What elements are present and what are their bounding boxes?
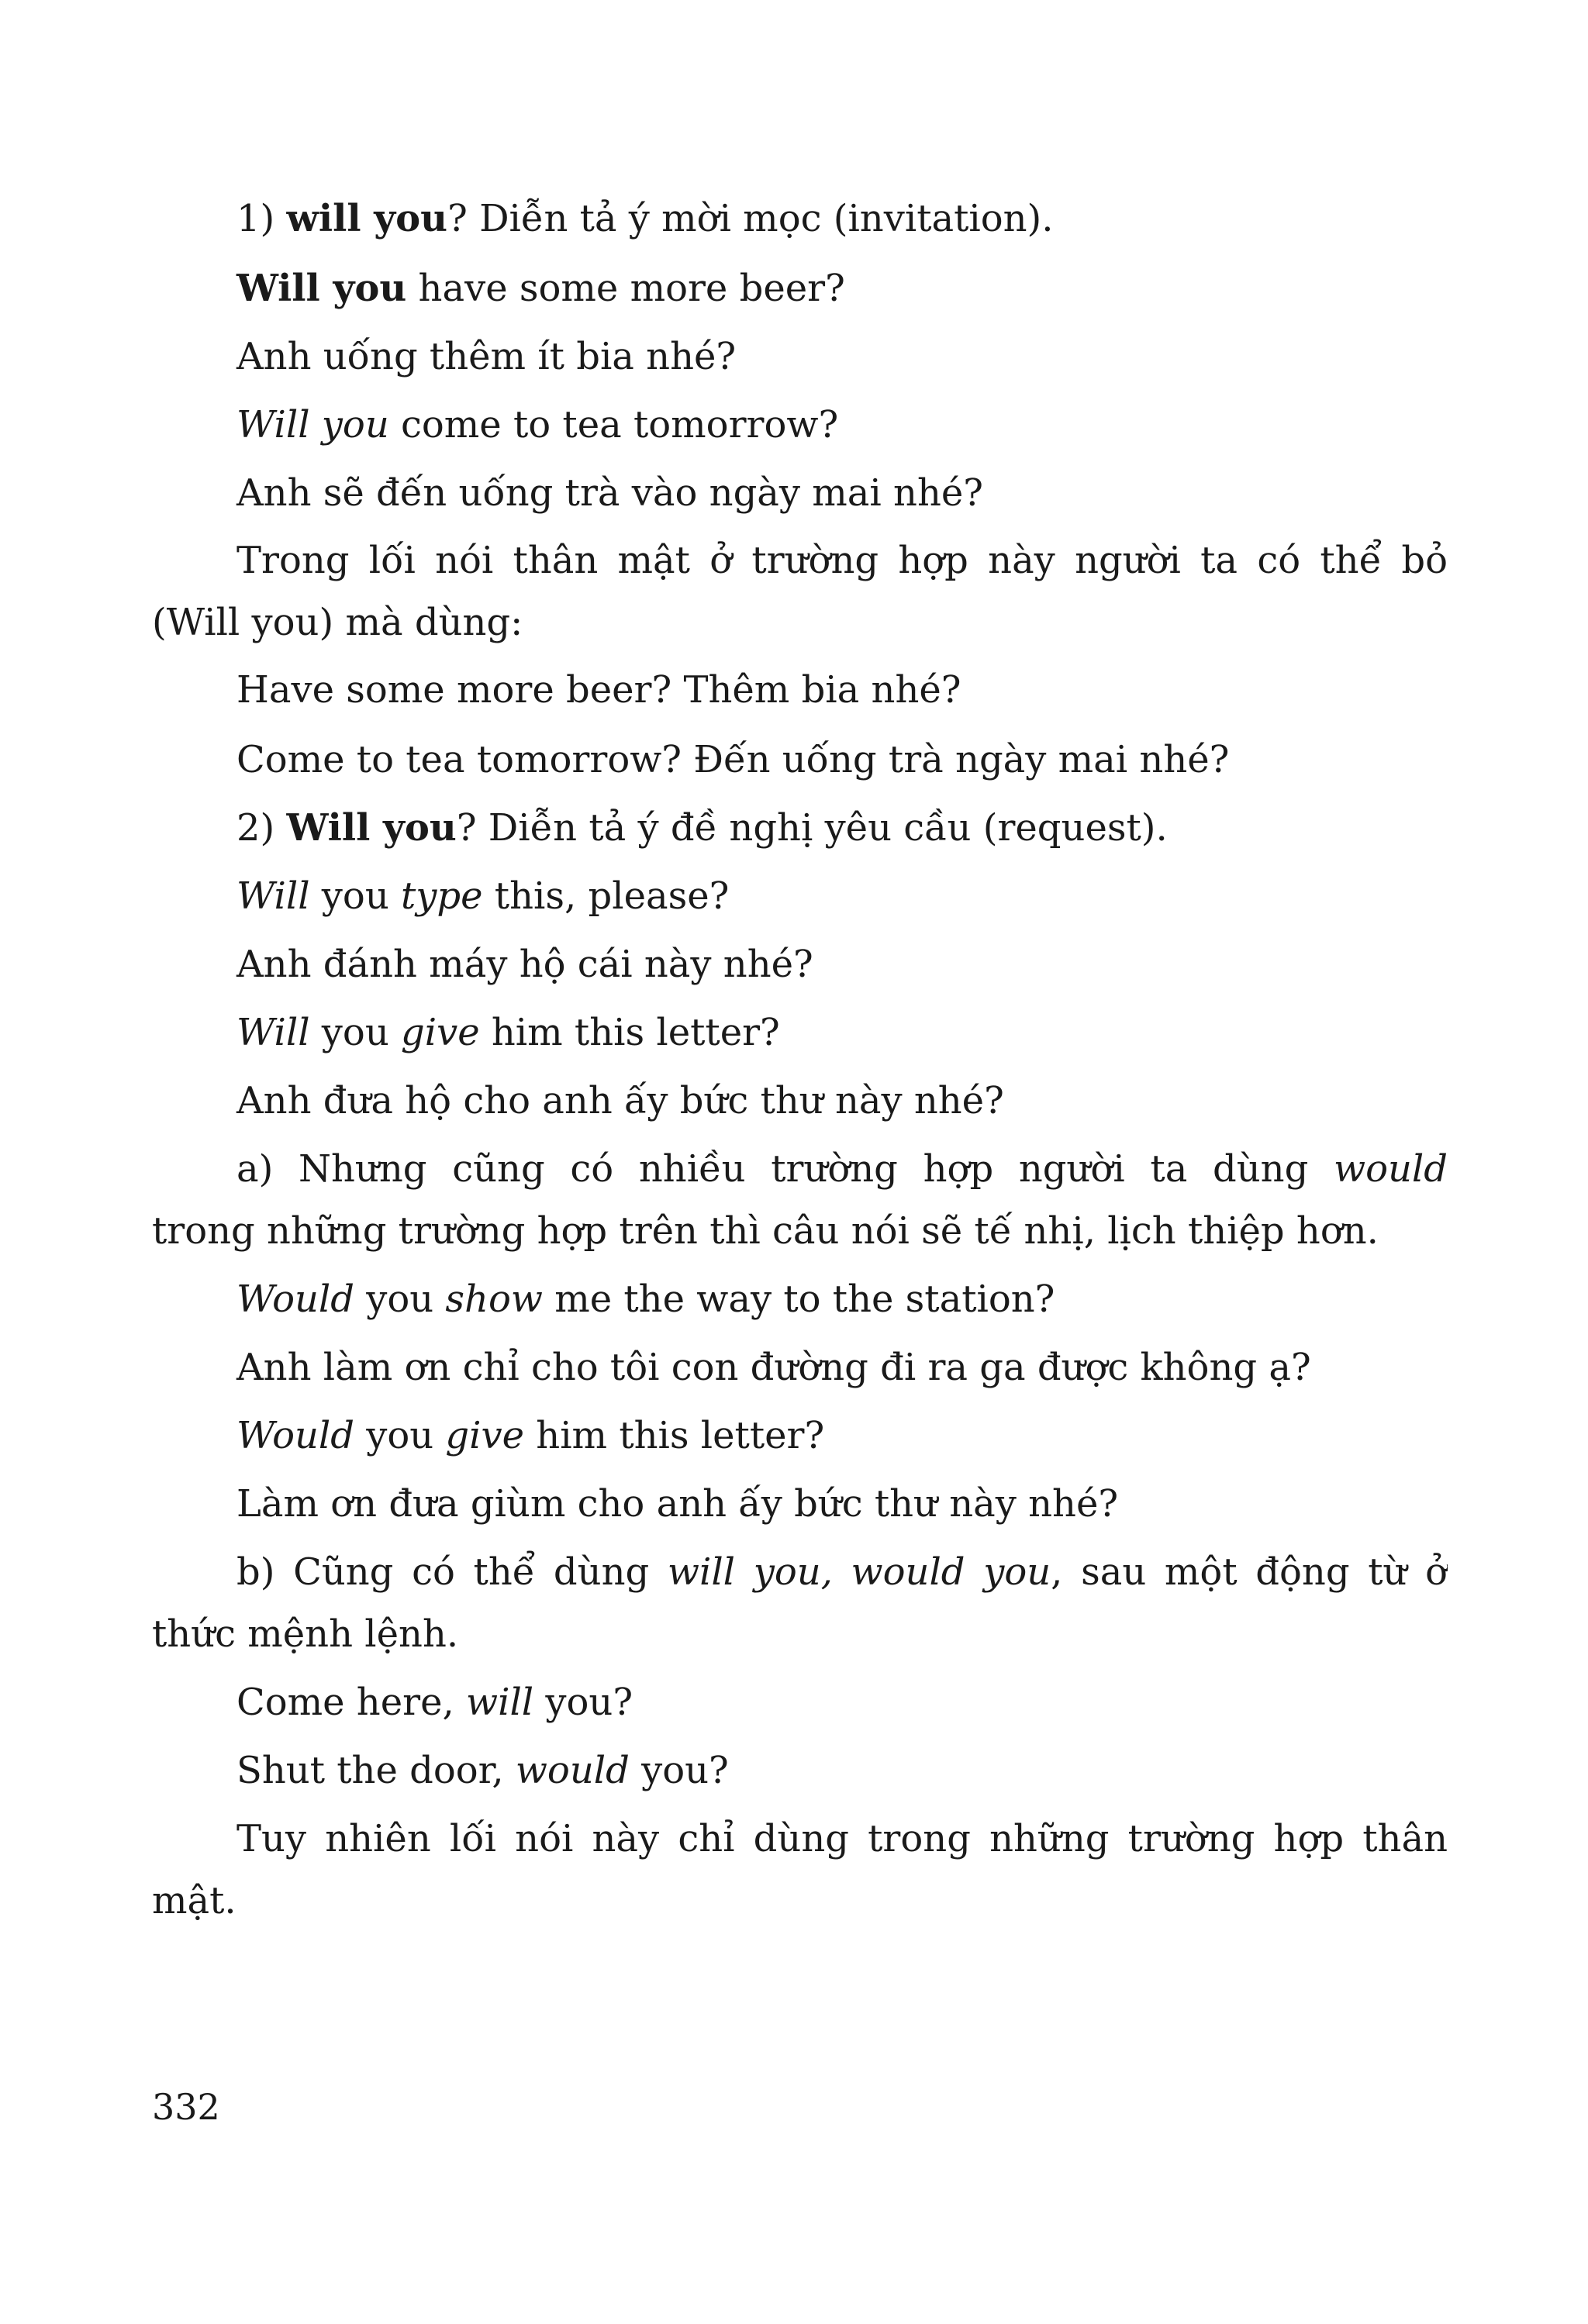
translation-sentence: Anh đưa hộ cho anh ấy bức thư này nhé? <box>236 1079 1004 1122</box>
point-1-heading: 1) will you? Diễn tả ý mời mọc (invitation). <box>236 197 1054 240</box>
example-sentence: Will you have some more beer? <box>236 267 845 310</box>
translation-sentence: Anh đánh máy hộ cái này nhé? <box>236 943 813 986</box>
example-sentence: Would you give him this letter? <box>236 1414 825 1457</box>
paragraph-line: Tuy nhiên lối nói này chỉ dùng trong những trường hợp thân <box>236 1817 1448 1860</box>
example-sentence: Would you show me the way to the station? <box>236 1278 1055 1321</box>
translation-sentence: Anh sẽ đến uống trà vào ngày mai nhé? <box>236 471 983 515</box>
example-sentence: Have some more beer? Thêm bia nhé? <box>236 668 961 712</box>
page-number: 332 <box>152 2086 220 2128</box>
translation-sentence: Làm ơn đưa giùm cho anh ấy bức thư này nhé? <box>236 1482 1119 1526</box>
example-sentence: Will you type this, please? <box>236 874 730 918</box>
paragraph-line: b) Cũng có thể dùng will you, would you, sau một động từ ở <box>236 1550 1448 1594</box>
example-sentence: Will you come to tea tomorrow? <box>236 403 839 447</box>
example-sentence: Come to tea tomorrow? Đến uống trà ngày mai nhé? <box>236 738 1230 781</box>
paragraph-line: Trong lối nói thân mật ở trường hợp này người ta có thể bỏ <box>236 539 1448 582</box>
example-sentence: Will you give him this letter? <box>236 1011 780 1054</box>
example-sentence: Shut the door, would you? <box>236 1749 729 1792</box>
paragraph-line: (Will you) mà dùng: <box>152 601 523 644</box>
paragraph-line: thức mệnh lệnh. <box>152 1612 459 1656</box>
paragraph-line: trong những trường hợp trên thì câu nói sẽ tế nhị, lịch thiệp hơn. <box>152 1209 1379 1253</box>
translation-sentence: Anh làm ơn chỉ cho tôi con đường đi ra ga được không ạ? <box>236 1346 1311 1389</box>
example-sentence: Come here, will you? <box>236 1681 633 1724</box>
paragraph-line: mật. <box>152 1879 236 1922</box>
paragraph-line: a) Nhưng cũng có nhiều trường hợp người ta dùng would <box>236 1147 1448 1191</box>
translation-sentence: Anh uống thêm ít bia nhé? <box>236 335 737 378</box>
point-2-heading: 2) Will you? Diễn tả ý đề nghị yêu cầu (request). <box>236 806 1168 850</box>
